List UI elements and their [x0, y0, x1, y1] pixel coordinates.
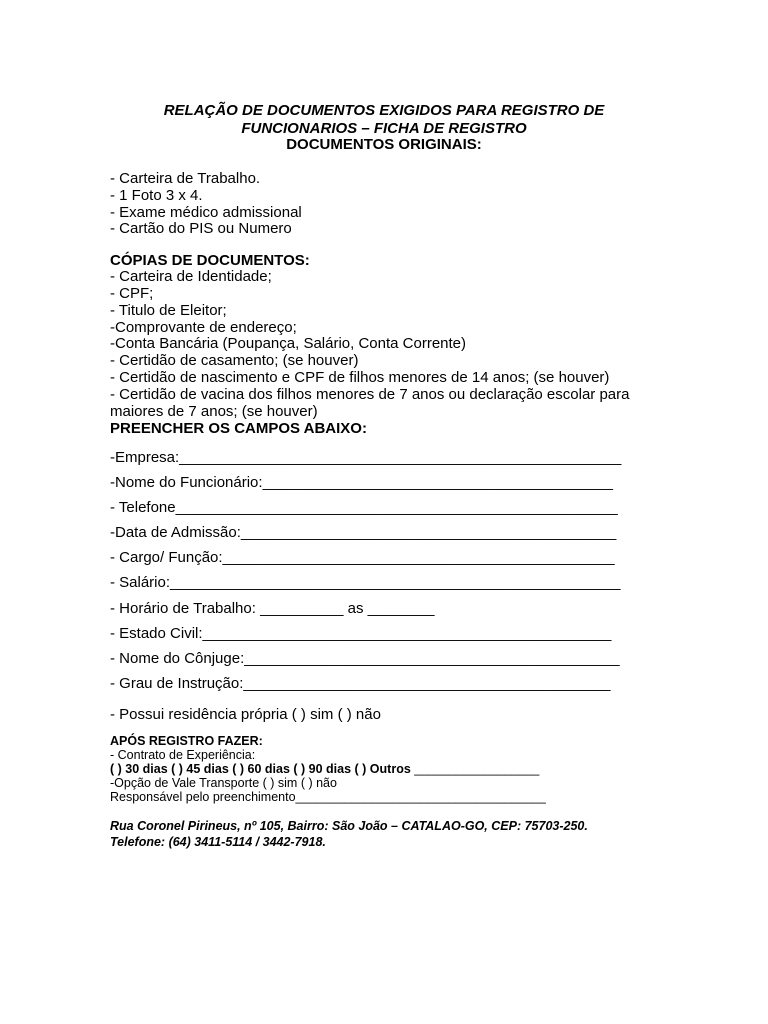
- copies-item: -Comprovante de endereço;: [110, 319, 297, 336]
- field-salario[interactable]: - Salário:______________________________________________________: [110, 574, 621, 591]
- copies-item: - Titulo de Eleitor;: [110, 302, 227, 319]
- copies-item: - CPF;: [110, 285, 154, 302]
- residence-question[interactable]: - Possui residência própria ( ) sim ( ) não: [110, 706, 381, 723]
- field-grau-instrucao[interactable]: - Grau de Instrução:____________________________________________: [110, 675, 611, 692]
- document-title-line-1: RELAÇÃO DE DOCUMENTOS EXIGIDOS PARA REGISTRO DE: [163, 102, 605, 119]
- phone-line: Telefone: (64) 3411-5114 / 3442-7918.: [110, 835, 326, 849]
- contract-other-blank[interactable]: __________________: [414, 762, 540, 776]
- originals-item: - Exame médico admissional: [110, 204, 302, 221]
- copies-item: maiores de 7 anos; (se houver): [110, 403, 318, 420]
- field-data-admissao[interactable]: -Data de Admissão:_____________________________________________: [110, 524, 617, 541]
- fill-heading: PREENCHER OS CAMPOS ABAIXO:: [110, 420, 367, 437]
- originals-item: - Carteira de Trabalho.: [110, 170, 261, 187]
- contract-options[interactable]: [110, 763, 539, 776]
- copies-item: -Conta Bancária (Poupança, Salário, Conta Corrente): [110, 335, 467, 352]
- field-horario-trabalho[interactable]: - Horário de Trabalho: __________ as ________: [110, 600, 435, 617]
- transport-option[interactable]: -Opção de Vale Transporte ( ) sim ( ) não: [110, 776, 337, 790]
- copies-heading: CÓPIAS DE DOCUMENTOS:: [110, 252, 310, 269]
- contract-label: - Contrato de Experiência:: [110, 748, 256, 762]
- contract-options-text[interactable]: ( ) 30 dias ( ) 45 dias ( ) 60 dias ( ) 90 dias ( ) Outros: [110, 762, 415, 776]
- after-registration-heading: APÓS REGISTRO FAZER:: [110, 734, 263, 748]
- originals-item: - 1 Foto 3 x 4.: [110, 187, 203, 204]
- copies-item: - Certidão de vacina dos filhos menores de 7 anos ou declaração escolar para: [110, 386, 630, 403]
- responsible-field[interactable]: Responsável pelo preenchimento____________________________________: [110, 790, 546, 804]
- field-cargo-funcao[interactable]: - Cargo/ Função:_______________________________________________: [110, 549, 615, 566]
- document-title-line-2: FUNCIONARIOS – FICHA DE REGISTRO: [241, 120, 527, 137]
- field-estado-civil[interactable]: - Estado Civil:_________________________________________________: [110, 625, 612, 642]
- field-empresa[interactable]: -Empresa:_____________________________________________________: [110, 449, 622, 466]
- originals-heading: DOCUMENTOS ORIGINAIS:: [286, 136, 482, 153]
- field-telefone[interactable]: - Telefone_____________________________________________________: [110, 499, 618, 516]
- field-nome-conjuge[interactable]: - Nome do Cônjuge:_____________________________________________: [110, 650, 620, 667]
- address-line: Rua Coronel Pirineus, nº 105, Bairro: São João – CATALAO-GO, CEP: 75703-250.: [110, 819, 588, 833]
- copies-item: - Certidão de casamento; (se houver): [110, 352, 359, 369]
- originals-item: - Cartão do PIS ou Numero: [110, 220, 292, 237]
- copies-item: - Carteira de Identidade;: [110, 268, 272, 285]
- field-nome-funcionario[interactable]: -Nome do Funcionário:__________________________________________: [110, 474, 613, 491]
- copies-item: - Certidão de nascimento e CPF de filhos menores de 14 anos; (se houver): [110, 369, 610, 386]
